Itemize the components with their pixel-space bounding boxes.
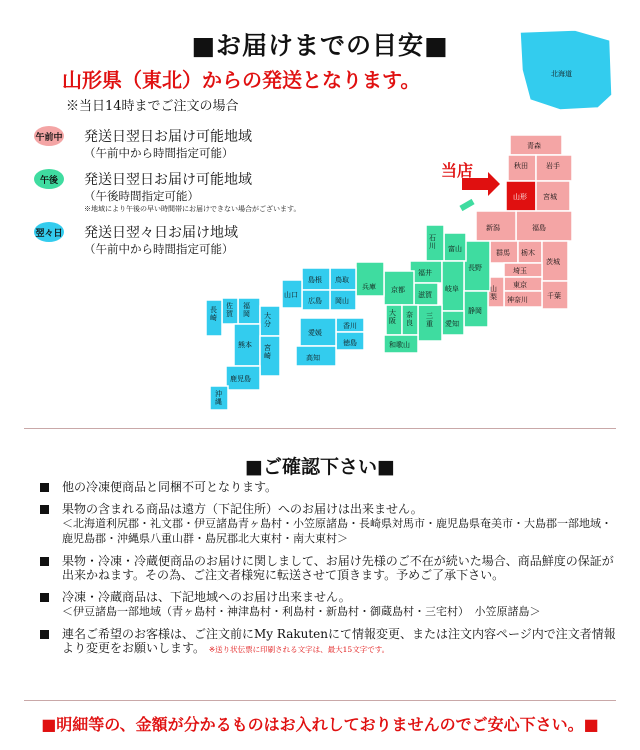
label-kanagawa: 神奈川 — [507, 296, 528, 304]
list-item — [38, 480, 618, 494]
label-toyama: 富山 — [448, 245, 462, 253]
label-miyagi: 宮城 — [543, 193, 557, 201]
label-saitama: 埼玉 — [513, 267, 527, 275]
label-kyoto: 京都 — [391, 286, 405, 294]
label-tokushima: 徳島 — [343, 339, 357, 347]
label-iwate: 岩手 — [546, 162, 560, 170]
item-text: 冷凍・冷蔵商品は、下記地域へのお届け出来ません。 — [62, 590, 351, 604]
order-cutoff-note: ※当日14時までご注文の場合 — [66, 99, 239, 114]
bullet-icon — [40, 557, 49, 566]
bullet-icon — [40, 505, 49, 514]
item-text: 果物・冷凍・冷蔵便商品のお届けに関しまして、お届け先様のご不在が続いた場合、商品鮮度の保証が出来かねます。その為、ご注文者様宛に転送させて頂きます。予めご了承下さい。 — [62, 554, 614, 582]
item-text: 連名ご希望のお客様は、ご注文前にMy Rakutenにて情報変更、または注文内容ページ内で注文者情報より変更をお願いします。 — [62, 627, 616, 655]
label-ibaraki: 茨城 — [546, 258, 560, 266]
bullet-icon — [40, 483, 49, 492]
store-label: 当店 — [441, 161, 474, 180]
list-item — [38, 502, 618, 546]
footer-note: ■明細等の、金額が分かるものはお入れしておりませんのでご安心下さい。■ — [41, 715, 599, 734]
section-divider — [24, 700, 616, 701]
label-kumamoto: 熊本 — [238, 341, 252, 349]
label-tochigi: 栃木 — [521, 249, 535, 257]
legend-badge: 午後 — [34, 169, 64, 189]
label-shiga: 滋賀 — [418, 291, 432, 299]
label-kagawa: 香川 — [343, 322, 357, 330]
legend-small: ※地域により午後の早い時間帯にお届けできない場合がございます。 — [84, 205, 301, 213]
bullet-icon — [40, 630, 49, 639]
label-shimane: 島根 — [308, 276, 322, 284]
bullet-icon — [40, 593, 49, 602]
legend-sub: （午後時間指定可能） — [84, 189, 199, 203]
item-subtext: ＜北海道利尻郡・礼文郡・伊豆諸島青ヶ島村・小笠原諸島・長崎県対馬市・鹿児島県奄美市・大島郡一部地域・鹿児島郡・沖縄県八重山群・島尻郡北大東村・南大東村＞ — [62, 517, 612, 545]
item-text: 果物の含まれる商品は遠方（下記住所）へのお届けは出来ません。 — [62, 502, 423, 516]
label-hyogo: 兵庫 — [362, 283, 376, 291]
label-gunma: 群馬 — [496, 249, 510, 257]
confirm-title: ■ご確認下さい■ — [245, 456, 395, 478]
label-akita: 秋田 — [514, 162, 528, 170]
label-fukushima: 福島 — [532, 224, 546, 232]
label-kagoshima: 鹿児島 — [230, 375, 251, 383]
legend-sub: （午前中から時間指定可能） — [84, 242, 234, 256]
label-oita: 大分 — [264, 312, 271, 328]
label-mie: 三重 — [426, 312, 433, 328]
shipping-origin: 山形県（東北）からの発送となります。 — [62, 68, 421, 92]
label-aichi: 愛知 — [445, 320, 459, 328]
label-nagano: 長野 — [468, 264, 482, 272]
legend-badge: 午前中 — [34, 126, 64, 146]
label-okayama: 岡山 — [335, 297, 349, 305]
label-aomori: 青森 — [527, 142, 541, 150]
label-yamaguchi: 山口 — [284, 291, 298, 299]
label-fukuoka: 福岡 — [243, 302, 250, 318]
label-saga: 佐賀 — [226, 302, 233, 318]
label-tottori: 鳥取 — [335, 276, 349, 284]
label-yamagata: 山形 — [513, 193, 527, 201]
legend-badge: 翌々日 — [34, 222, 64, 242]
label-gifu: 岐阜 — [445, 285, 459, 293]
map-sado — [459, 199, 474, 211]
label-hiroshima: 広島 — [308, 297, 322, 305]
label-tokyo: 東京 — [513, 281, 527, 289]
label-miyazaki: 宮崎 — [264, 344, 271, 360]
label-shizuoka: 静岡 — [468, 307, 482, 315]
item-subtext: ＜伊豆諸島一部地域（青ヶ島村・神津島村・利島村・新島村・御蔵島村・三宅村） 小笠原諸島＞ — [62, 605, 541, 618]
legend-sub: （午前中から時間指定可能） — [84, 146, 234, 160]
label-niigata: 新潟 — [486, 224, 500, 232]
item-text: 他の冷凍便商品と同梱不可となります。 — [62, 480, 278, 494]
item-note: ※送り状伝票に印刷される文字は、最大15文字です。 — [208, 645, 390, 654]
list-item — [38, 627, 618, 657]
label-yamanashi: 山梨 — [490, 285, 497, 301]
label-hokkaido: 北海道 — [551, 70, 572, 78]
list-item — [38, 590, 618, 619]
list-item — [38, 554, 618, 582]
label-fukui: 福井 — [418, 269, 432, 277]
label-okinawa: 沖縄 — [215, 390, 222, 406]
label-ishikawa: 石川 — [429, 234, 436, 250]
label-nagasaki: 長崎 — [210, 306, 217, 322]
label-kochi: 高知 — [306, 354, 320, 362]
label-osaka: 大阪 — [389, 309, 396, 325]
label-ehime: 愛媛 — [308, 329, 322, 337]
label-chiba: 千葉 — [547, 292, 561, 300]
label-wakayama: 和歌山 — [389, 341, 410, 349]
legend-main: 発送日翌日お届け可能地域 — [84, 129, 252, 145]
confirm-list — [38, 480, 618, 665]
page-title: ■お届けまでの目安■ — [191, 31, 449, 60]
section-divider — [24, 428, 616, 429]
legend-main: 発送日翌々日お届け地域 — [84, 225, 238, 241]
legend-main: 発送日翌日お届け可能地域 — [84, 172, 252, 188]
label-nara: 奈良 — [406, 311, 413, 327]
